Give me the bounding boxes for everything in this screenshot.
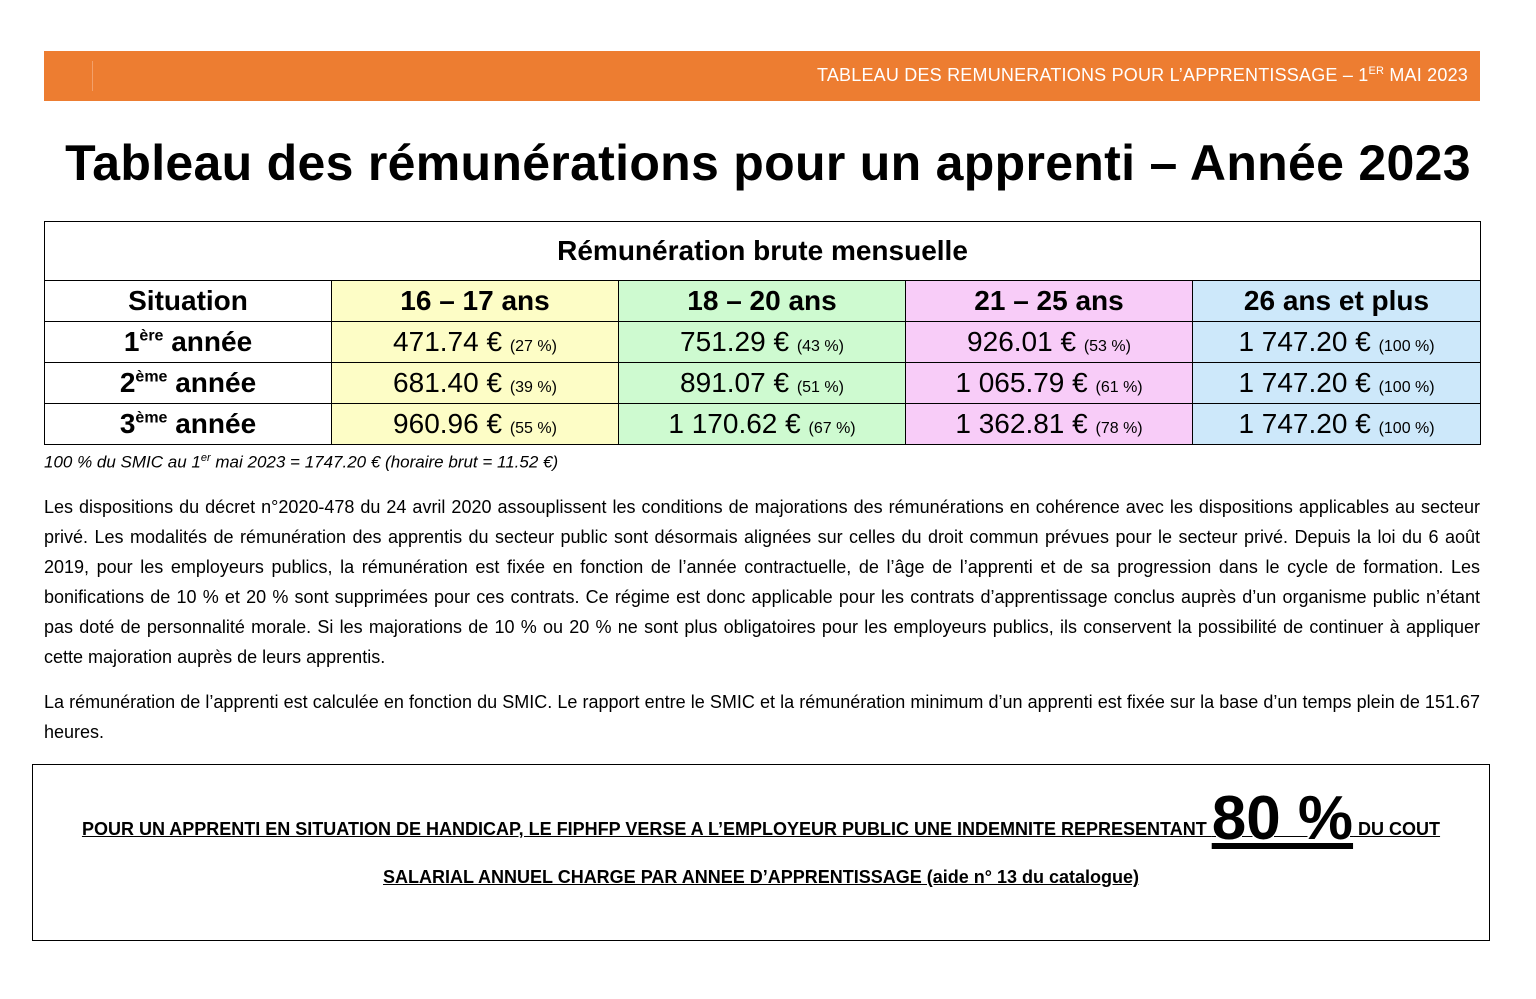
notice-line-2: SALARIAL ANNUEL CHARGE PAR ANNEE D’APPRENTISSAGE (aide n° 13 du catalogue) <box>383 867 1139 887</box>
header-26-plus: 26 ans et plus <box>1193 281 1481 322</box>
table-row <box>45 404 1481 445</box>
row-situation: 1ère année <box>45 322 332 363</box>
cell-amount: 960.96 € (55 %) <box>332 404 619 445</box>
table-caption: Rémunération brute mensuelle <box>45 222 1481 281</box>
header-situation: Situation <box>45 281 332 322</box>
cell-amount: 1 170.62 € (67 %) <box>619 404 906 445</box>
cell-amount: 1 747.20 € (100 %) <box>1193 363 1481 404</box>
smic-note: 100 % du SMIC au 1er mai 2023 = 1747.20 € (horaire brut = 11.52 €) <box>44 452 559 472</box>
paragraph-decret: Les dispositions du décret n°2020-478 du 24 avril 2020 assouplissent les conditions de majorations des rémunérations en cohérence avec les dispositions applicables au secteur privé. Les modalités de rémunération des apprentis du secteur public sont désormais alignées sur celles du droit commun prévues pour le secteur privé. Depuis la loi du 6 août 2019, pour les employeurs publics, la rémunération est fixée en fonction de l’année contractuelle, de l’âge de l’apprenti et de sa progression dans le cycle de formation. Les bonifications de 10 % et 20 % sont supprimées pour ces contrats. Ce régime est donc applicable pour les contrats d’apprentissage conclus auprès d’un organisme public n’étant pas doté de personnalité morale. Si les majorations de 10 % ou 20 % ne sont plus obligatoires pour les employeurs publics, ils conservent la possibilité de continuer à appliquer cette majoration auprès de leurs apprentis. <box>44 497 1480 667</box>
handicap-notice-box <box>32 764 1490 941</box>
cell-amount: 926.01 € (53 %) <box>906 322 1193 363</box>
header-18-20: 18 – 20 ans <box>619 281 906 322</box>
row-situation: 2ème année <box>45 363 332 404</box>
cell-amount: 1 747.20 € (100 %) <box>1193 322 1481 363</box>
notice-line-1: POUR UN APPRENTI EN SITUATION DE HANDICAP, LE FIPHFP VERSE A L’EMPLOYEUR PUBLIC UNE INDEMNITE REPRESENTANT 80 % DU COUT <box>81 784 1441 853</box>
table-row <box>45 363 1481 404</box>
header-16-17: 16 – 17 ans <box>332 281 619 322</box>
remuneration-table <box>44 221 1481 445</box>
row-situation: 3ème année <box>45 404 332 445</box>
table-header-row <box>45 281 1481 322</box>
table-row <box>45 322 1481 363</box>
cell-amount: 681.40 € (39 %) <box>332 363 619 404</box>
cell-amount: 1 065.79 € (61 %) <box>906 363 1193 404</box>
cell-amount: 1 362.81 € (78 %) <box>906 404 1193 445</box>
cell-amount: 471.74 € (27 %) <box>332 322 619 363</box>
page-title: Tableau des rémunérations pour un apprenti – Année 2023 <box>65 135 1471 191</box>
paragraph-smic: La rémunération de l’apprenti est calculée en fonction du SMIC. Le rapport entre le SMIC et la rémunération minimum d’un apprenti est fixée sur la base d’un temps plein de 151.67 heures. <box>44 692 1480 742</box>
notice-big-percent: 80 % <box>1211 784 1354 853</box>
cell-amount: 1 747.20 € (100 %) <box>1193 404 1481 445</box>
banner-text: TABLEAU DES REMUNERATIONS POUR L’APPRENTISSAGE – 1ER MAI 2023 <box>816 65 1468 85</box>
header-banner <box>44 51 1480 101</box>
cell-amount: 891.07 € (51 %) <box>619 363 906 404</box>
cell-amount: 751.29 € (43 %) <box>619 322 906 363</box>
header-21-25: 21 – 25 ans <box>906 281 1193 322</box>
banner-divider <box>92 61 93 91</box>
